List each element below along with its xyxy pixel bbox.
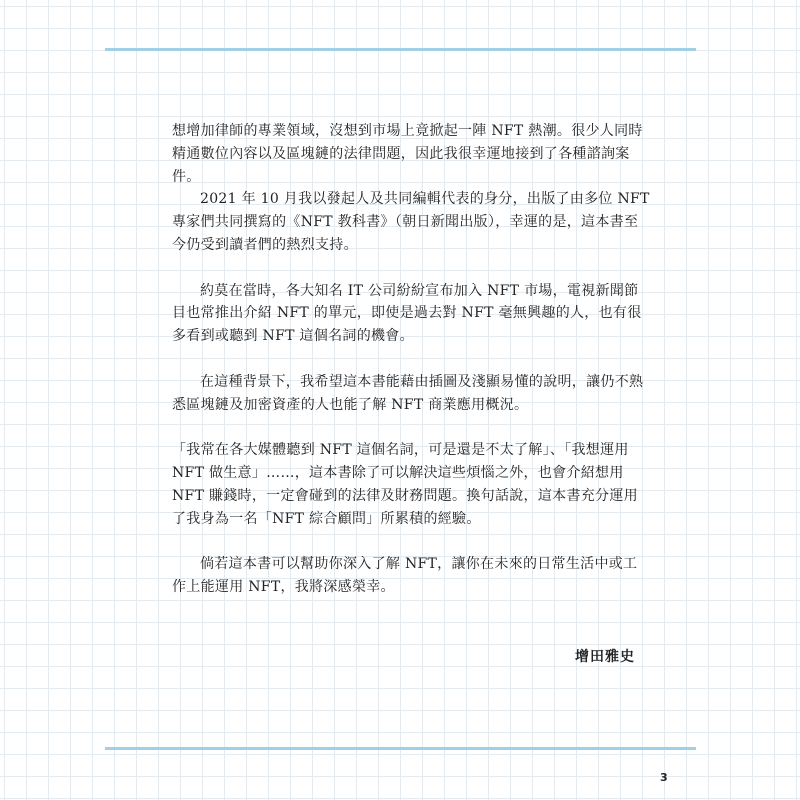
bottom-rule	[105, 747, 696, 750]
paragraph-2: 2021 年 10 月我以發起人及共同編輯代表的身分，出版了由多位 NFT 專家們共同撰寫的《NFT 教科書》（朝日新聞出版），幸運的是，這本書至今仍受到讀者們的熱烈支持。	[172, 191, 650, 253]
page-number: 3	[660, 771, 668, 784]
paragraph-3: 約莫在當時，各大知名 IT 公司紛紛宣布加入 NFT 市場，電視新聞節目也常推出介紹 NFT 的單元，即使是過去對 NFT 毫無興趣的人，也有很多看到或聽到 NFT 這個名詞的機會。	[172, 282, 642, 345]
paragraph-6: 倘若這本書可以幫助你深入了解 NFT，讓你在未來的日常生活中或工作上能運用 NFT，我將深感榮幸。	[172, 556, 638, 595]
top-rule	[105, 48, 696, 51]
paragraph-4: 在這種背景下，我希望這本書能藉由插圖及淺顯易懂的說明，讓仍不熟悉區塊鏈及加密資產的人也能了解 NFT 商業應用概況。	[172, 373, 644, 413]
paragraph-5: 「我常在各大媒體聽到 NFT 這個名詞，可是還是不太了解」、「我想運用 NFT 做生意」……，這本書除了可以解決這些煩惱之外，也會介紹想用 NFT 賺錢時，一定會碰到的法律及財務問題。換句話說，這本書充分運用了我身為一名「NFT 綜合顧問」所累積的經驗。	[172, 442, 638, 527]
paragraph-gap	[172, 348, 650, 371]
paragraph-gap	[172, 530, 650, 553]
paragraph-gap	[172, 416, 650, 439]
author-signature: 增田雅史	[575, 649, 635, 665]
body-text	[172, 120, 650, 599]
paragraph-1: 想增加律師的專業領域，沒想到市場上竟掀起一陣 NFT 熱潮。很少人同時精通數位內容以及區塊鏈的法律問題，因此我很幸運地接到了各種諮詢案件。	[172, 123, 643, 185]
paragraph-gap	[172, 257, 650, 280]
